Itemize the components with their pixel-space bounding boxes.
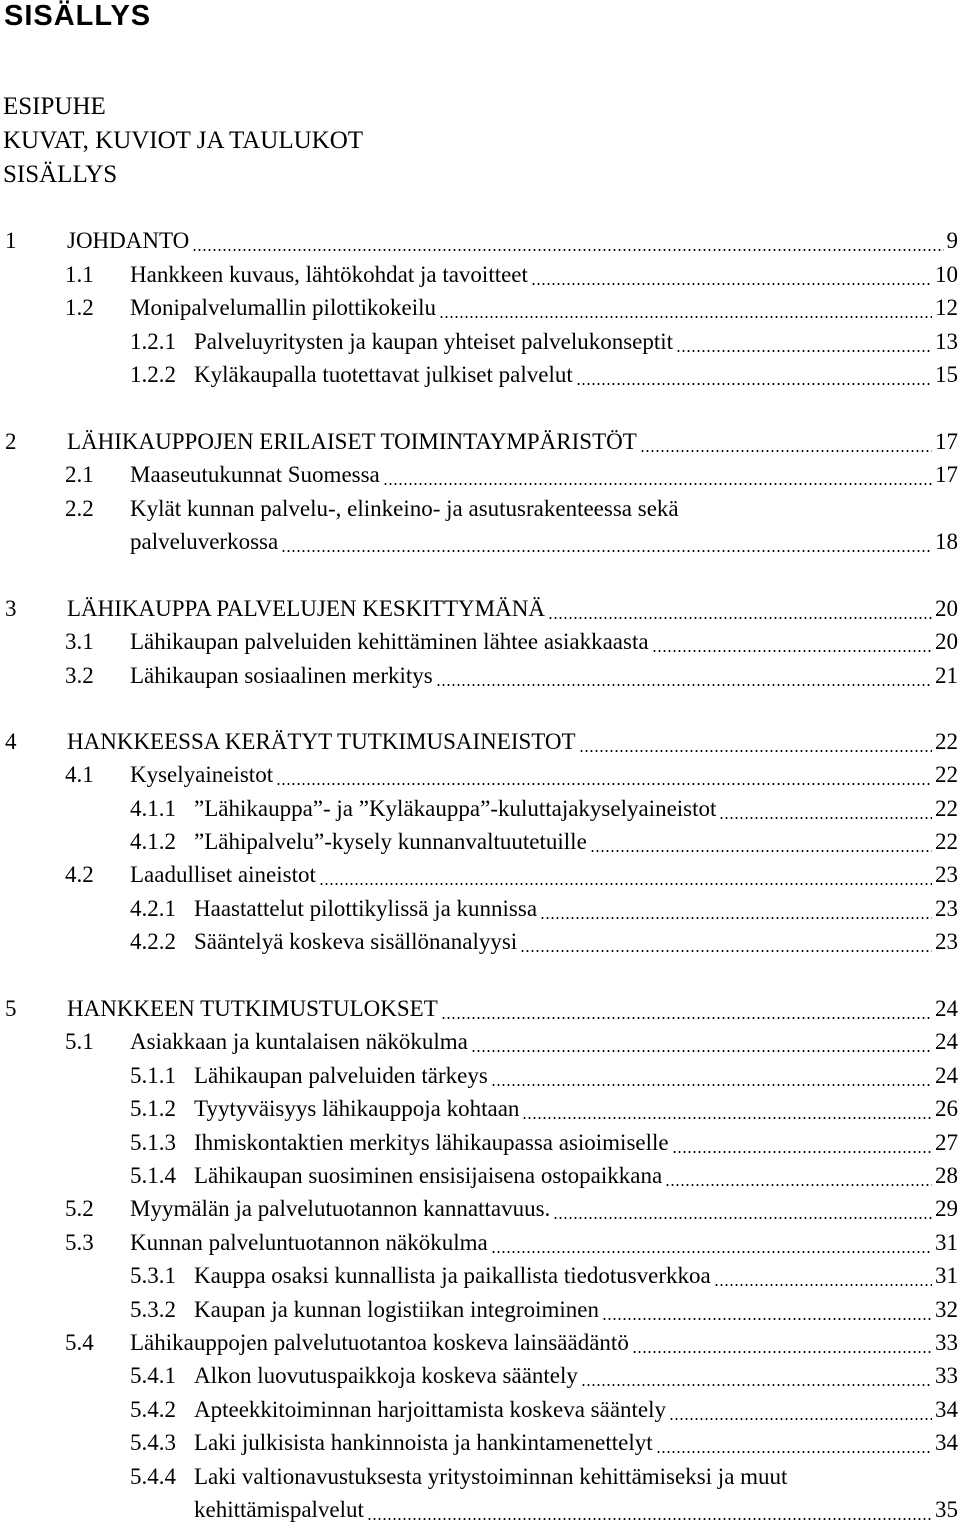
page-number: 22	[932, 792, 958, 825]
dot-leader	[367, 1518, 932, 1520]
toc-entry[interactable]	[0, 1025, 960, 1058]
dot-leader	[656, 1451, 932, 1453]
page-number: 20	[932, 625, 958, 658]
page-number: 18	[932, 525, 958, 558]
entry-number: 5.1.1	[130, 1063, 176, 1088]
page-number: 35	[932, 1493, 958, 1526]
entry-title: Apteekkitoiminnan harjoittamista koskeva sääntely	[194, 1393, 669, 1426]
toc-entry[interactable]	[0, 1059, 960, 1092]
toc-entry[interactable]	[0, 1259, 960, 1292]
page-number: 17	[932, 425, 958, 458]
page-number: 23	[932, 925, 958, 958]
entry-number: 5.4	[65, 1330, 94, 1355]
dot-leader	[491, 1084, 932, 1086]
entry-title: Lähikaupan suosiminen ensisijaisena ostopaikkana	[194, 1159, 665, 1192]
entry-number: 2.1	[65, 462, 94, 487]
entry-number: 4.1	[65, 762, 94, 787]
page-number: 21	[932, 659, 958, 692]
entry-title: Lähikaupan palveluiden tärkeys	[194, 1059, 491, 1092]
entry-title: Ihmiskontaktien merkitys lähikaupassa asioimiselle	[194, 1126, 672, 1159]
dot-leader	[576, 383, 932, 385]
entry-number: 4.2.1	[130, 896, 176, 921]
entry-number: 1.2.1	[130, 329, 176, 354]
entry-number: 5.1.2	[130, 1096, 176, 1121]
toc-entry[interactable]	[0, 825, 960, 858]
page-number: 22	[932, 725, 958, 758]
dot-leader	[581, 1384, 932, 1386]
entry-title: Myymälän ja palvelutuotannon kannattavuus.	[130, 1192, 553, 1225]
entry-number: 5.1	[65, 1029, 94, 1054]
page-number: 33	[932, 1326, 958, 1359]
toc-entry[interactable]	[0, 1460, 960, 1526]
entry-number: 4.1.1	[130, 796, 176, 821]
page-number: 22	[932, 758, 958, 791]
toc-entry[interactable]	[0, 1159, 960, 1192]
page-number: 29	[932, 1192, 958, 1225]
dot-leader	[520, 950, 932, 952]
entry-number: 2	[5, 429, 17, 454]
entry-title: Maaseutukunnat Suomessa	[130, 458, 383, 491]
entry-title: ”Lähikauppa”- ja ”Kyläkauppa”-kuluttajakyselyaineistot	[194, 792, 719, 825]
page-number: 33	[932, 1359, 958, 1392]
entry-title: JOHDANTO	[67, 224, 192, 257]
entry-title: Monipalvelumallin pilottikokeilu	[130, 291, 439, 324]
dot-leader	[439, 316, 932, 318]
dot-leader	[632, 1351, 932, 1353]
entry-title: Haastattelut pilottikylissä ja kunnissa	[194, 892, 540, 925]
preface-item[interactable]: KUVAT, KUVIOT JA TAULUKOT	[3, 127, 364, 154]
entry-title: Kaupan ja kunnan logistiikan integroiminen	[194, 1293, 602, 1326]
page-number: 31	[932, 1259, 958, 1292]
entry-number: 5.4.1	[130, 1363, 176, 1388]
preface-item[interactable]: ESIPUHE	[3, 93, 106, 120]
toc-entry[interactable]	[0, 1192, 960, 1225]
entry-number: 4.2	[65, 862, 94, 887]
dot-leader	[383, 483, 932, 485]
page-number: 34	[932, 1426, 958, 1459]
entry-number: 5.1.3	[130, 1130, 176, 1155]
toc-entry[interactable]	[0, 425, 960, 458]
toc-entry[interactable]	[0, 892, 960, 925]
toc-entry[interactable]	[0, 758, 960, 791]
entry-number: 5.4.2	[130, 1397, 176, 1422]
dot-leader	[491, 1251, 932, 1253]
page-number: 13	[932, 325, 958, 358]
page-number: 10	[932, 258, 958, 291]
toc-entry[interactable]	[0, 358, 960, 391]
page-number: 34	[932, 1393, 958, 1426]
dot-leader	[665, 1184, 932, 1186]
page-number: 32	[932, 1293, 958, 1326]
entry-number: 5.4.4	[130, 1464, 176, 1489]
entry-title: Laki valtionavustuksesta yritystoiminnan kehittämiseksi ja muut	[194, 1460, 790, 1493]
dot-leader	[640, 450, 932, 452]
entry-number: 1	[5, 228, 17, 253]
dot-leader	[319, 883, 932, 885]
toc-entry[interactable]	[0, 659, 960, 692]
dot-leader	[276, 783, 932, 785]
entry-title: Kauppa osaksi kunnallista ja paikallista tiedotusverkkoa	[194, 1259, 714, 1292]
entry-title: Kunnan palveluntuotannon näkökulma	[130, 1226, 491, 1259]
entry-number: 5.1.4	[130, 1163, 176, 1188]
dot-leader	[590, 850, 932, 852]
dot-leader	[672, 1151, 932, 1153]
toc-entry[interactable]	[0, 592, 960, 625]
entry-title: Laki julkisista hankinnoista ja hankintamenettelyt	[194, 1426, 656, 1459]
dot-leader	[471, 1050, 932, 1052]
dot-leader	[719, 817, 932, 819]
entry-number: 3.2	[65, 663, 94, 688]
toc-entry[interactable]	[0, 725, 960, 758]
entry-title: LÄHIKAUPPOJEN ERILAISET TOIMINTAYMPÄRISTÖT	[67, 425, 640, 458]
entry-title: Hankkeen kuvaus, lähtökohdat ja tavoitteet	[130, 258, 531, 291]
entry-number: 4.1.2	[130, 829, 176, 854]
toc-entry[interactable]	[0, 1393, 960, 1426]
toc-entry[interactable]	[0, 1092, 960, 1125]
toc-entry[interactable]	[0, 792, 960, 825]
entry-title: Kyläkaupalla tuotettavat julkiset palvelut	[194, 358, 576, 391]
page-title: SISÄLLYS	[4, 0, 152, 32]
page-number: 27	[932, 1126, 958, 1159]
dot-leader	[436, 684, 932, 686]
entry-number: 5.3.2	[130, 1297, 176, 1322]
preface-item[interactable]: SISÄLLYS	[3, 161, 118, 188]
entry-title: Tyytyväisyys lähikauppoja kohtaan	[194, 1092, 522, 1125]
entry-title: Lähikauppojen palvelutuotantoa koskeva lainsäädäntö	[130, 1326, 632, 1359]
toc-entry[interactable]	[0, 858, 960, 891]
entry-title: ”Lähipalvelu”-kysely kunnanvaltuutetuille	[194, 825, 590, 858]
entry-number: 1.2.2	[130, 362, 176, 387]
toc-entry[interactable]	[0, 224, 960, 257]
toc-entry[interactable]	[0, 1426, 960, 1459]
entry-title: LÄHIKAUPPA PALVELUJEN KESKITTYMÄNÄ	[67, 592, 548, 625]
page-number: 23	[932, 892, 958, 925]
page-number: 9	[944, 224, 959, 257]
entry-title: Asiakkaan ja kuntalaisen näkökulma	[130, 1025, 471, 1058]
toc-entry[interactable]	[0, 1126, 960, 1159]
dot-leader	[192, 249, 944, 251]
toc-entry[interactable]	[0, 1326, 960, 1359]
dot-leader	[579, 750, 932, 752]
entry-number: 2.2	[65, 496, 94, 521]
dot-leader	[676, 350, 932, 352]
page-number: 12	[932, 291, 958, 324]
entry-title-continued: kehittämispalvelut	[194, 1493, 367, 1526]
page-number: 26	[932, 1092, 958, 1125]
dot-leader	[441, 1017, 932, 1019]
page-number: 24	[932, 992, 958, 1025]
entry-title: Kyselyaineistot	[130, 758, 276, 791]
entry-title: Lähikaupan sosiaalinen merkitys	[130, 659, 436, 692]
page-number: 17	[932, 458, 958, 491]
entry-number: 4.2.2	[130, 929, 176, 954]
dot-leader	[652, 650, 932, 652]
dot-leader	[281, 550, 932, 552]
entry-number: 4	[5, 729, 17, 754]
entry-number: 5.3	[65, 1230, 94, 1255]
dot-leader	[714, 1284, 932, 1286]
page-number: 20	[932, 592, 958, 625]
entry-number: 1.2	[65, 295, 94, 320]
page-number: 22	[932, 825, 958, 858]
toc-entry[interactable]	[0, 291, 960, 324]
dot-leader	[548, 617, 932, 619]
toc-entry[interactable]	[0, 492, 960, 558]
dot-leader	[553, 1217, 932, 1219]
entry-number: 1.1	[65, 262, 94, 287]
page-number: 24	[932, 1025, 958, 1058]
dot-leader	[522, 1117, 932, 1119]
dot-leader	[531, 283, 932, 285]
page-number: 24	[932, 1059, 958, 1092]
toc-entry[interactable]	[0, 1293, 960, 1326]
toc-entry[interactable]	[0, 1226, 960, 1259]
toc-entry[interactable]	[0, 992, 960, 1025]
toc-entry[interactable]	[0, 258, 960, 291]
entry-title: Kylät kunnan palvelu-, elinkeino- ja asutusrakenteessa sekä	[130, 492, 682, 525]
entry-number: 3.1	[65, 629, 94, 654]
page-number: 15	[932, 358, 958, 391]
page-number: 23	[932, 858, 958, 891]
toc-entry[interactable]	[0, 625, 960, 658]
entry-number: 5.3.1	[130, 1263, 176, 1288]
toc-entry[interactable]	[0, 325, 960, 358]
entry-title: Lähikaupan palveluiden kehittäminen lähtee asiakkaasta	[130, 625, 652, 658]
entry-title: Sääntelyä koskeva sisällönanalyysi	[194, 925, 520, 958]
dot-leader	[669, 1418, 932, 1420]
entry-number: 3	[5, 596, 17, 621]
entry-title: Alkon luovutuspaikkoja koskeva sääntely	[194, 1359, 581, 1392]
entry-title: HANKKEEN TUTKIMUSTULOKSET	[67, 992, 441, 1025]
entry-title: HANKKEESSA KERÄTYT TUTKIMUSAINEISTOT	[67, 725, 579, 758]
entry-title: Laadulliset aineistot	[130, 858, 319, 891]
entry-title-continued: palveluverkossa	[130, 525, 281, 558]
page-number: 31	[932, 1226, 958, 1259]
entry-number: 5	[5, 996, 17, 1021]
toc-entry[interactable]	[0, 1359, 960, 1392]
dot-leader	[602, 1318, 932, 1320]
toc-entry[interactable]	[0, 925, 960, 958]
entry-number: 5.2	[65, 1196, 94, 1221]
page-number: 28	[932, 1159, 958, 1192]
entry-number: 5.4.3	[130, 1430, 176, 1455]
entry-title: Palveluyritysten ja kaupan yhteiset palvelukonseptit	[194, 325, 676, 358]
dot-leader	[540, 917, 932, 919]
toc-entry[interactable]	[0, 458, 960, 491]
